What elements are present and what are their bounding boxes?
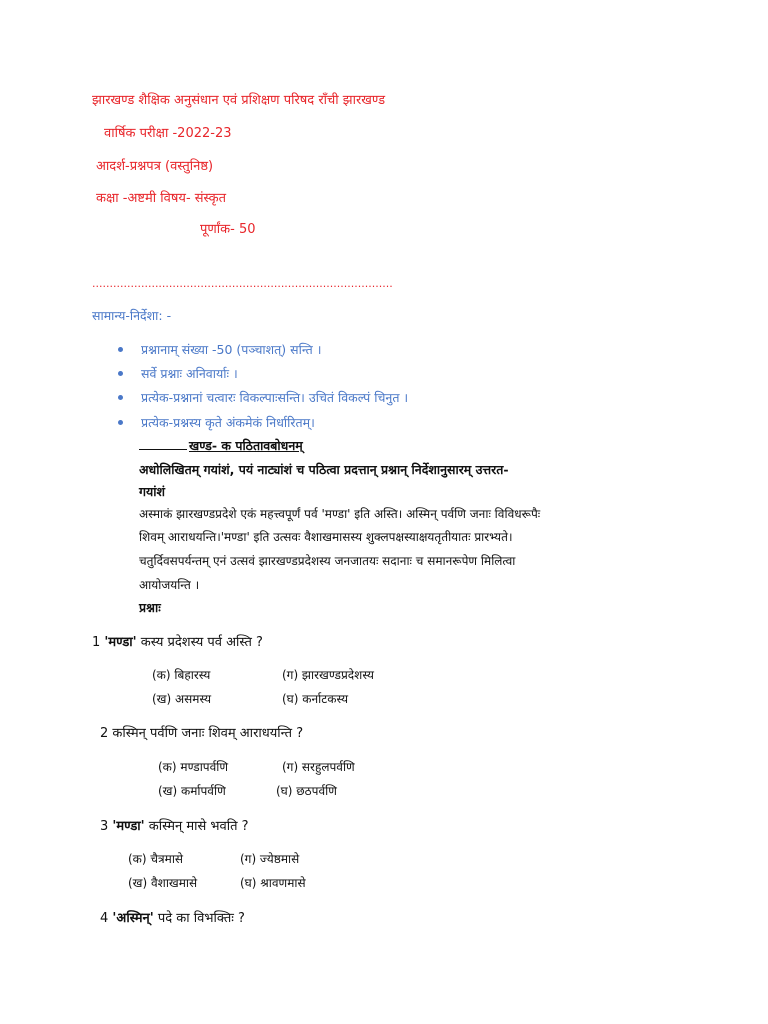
- instructions-title: सामान्य-निर्देशा: -: [92, 308, 172, 323]
- question-4: [100, 908, 245, 926]
- question-keyword: 'मण्डा': [104, 635, 137, 650]
- option-gha[interactable]: (घ) श्रावणमासे: [240, 876, 306, 890]
- option-gha[interactable]: (घ) छठपर्वणि: [276, 784, 337, 798]
- question-keyword: 'मण्डा': [112, 819, 145, 834]
- question-text: कस्मिन् मासे भवति ?: [148, 819, 249, 834]
- option-ka[interactable]: (क) चैत्रमासे: [128, 852, 184, 866]
- option-ka[interactable]: (क) मण्डापर्वणि: [158, 760, 229, 774]
- council-name: झारखण्ड शैक्षिक अनुसंधान एवं प्रशिक्षण परिषद राँची झारखण्ड: [92, 93, 386, 108]
- instruction-text: प्रत्येक-प्रश्नानां चत्वारः विकल्पाःसन्ति। उचितं विकल्पं चिनुत ।: [141, 390, 409, 405]
- instruction-item: [118, 365, 238, 382]
- question-text: कस्य प्रदेशस्य पर्व अस्ति ?: [140, 635, 263, 650]
- option-ga[interactable]: (ग) झारखण्डप्रदेशस्य: [282, 668, 374, 682]
- question-keyword: 'अस्मिन्': [112, 911, 154, 926]
- question-number: 4: [100, 911, 109, 926]
- separator-line: ......................................................................................: [92, 277, 393, 290]
- option-ga[interactable]: (ग) सरहुलपर्वणि: [282, 760, 355, 774]
- bullet-icon: [118, 395, 123, 400]
- instruction-text: प्रश्नानाम् संख्या -50 (पञ्चाशत्) सन्ति ।: [141, 342, 322, 357]
- class-subject: कक्षा -अष्टमी विषय- संस्कृत: [96, 191, 227, 206]
- section-title: [139, 437, 303, 454]
- option-gha[interactable]: (घ) कर्नाटकस्य: [282, 692, 349, 706]
- question-text: पदे का विभक्तिः ?: [157, 911, 245, 926]
- instruction-item: [118, 414, 315, 431]
- question-number: 3: [100, 819, 109, 834]
- passage-line: अस्माकं झारखण्डप्रदेशे एकं महत्त्वपूर्णं पर्व 'मण्डा' इति अस्ति। अस्मिन् पर्वणि जनाः विविधरूपैः: [139, 507, 541, 521]
- instruction-text: सर्वे प्रश्नाः अनिवार्याः ।: [141, 366, 238, 381]
- option-kha[interactable]: (ख) कर्मापर्वणि: [158, 784, 226, 798]
- full-marks: पूर्णांक- 50: [200, 222, 256, 237]
- passage-line: आयोजयन्ति ।: [139, 578, 200, 592]
- paper-type: आदर्श-प्रश्नपत्र (वस्तुनिष्ठ): [96, 159, 214, 174]
- instruction-text: प्रत्येक-प्रश्नस्य कृते अंकमेकं निर्धारितम्।: [141, 415, 315, 430]
- option-kha[interactable]: (ख) असमस्य: [152, 692, 212, 706]
- option-ga[interactable]: (ग) ज्येष्ठमासे: [240, 852, 300, 866]
- exam-title: वार्षिक परीक्षा -2022-23: [104, 126, 232, 141]
- section-directive: अधोलिखितम् गयांशं, पयं नाट्यांशं च पठित्वा प्रदत्तान् प्रश्नान् निर्देशानुसारम् उत्तरत-: [139, 462, 509, 477]
- question-3: [100, 816, 249, 834]
- bullet-icon: [118, 420, 123, 425]
- passage-label: गयांशं: [139, 484, 166, 499]
- question-number: 1: [92, 635, 101, 650]
- question-text: कस्मिन् पर्वणि जनाः शिवम् आराधयन्ति ?: [112, 726, 304, 741]
- instruction-item: [118, 389, 408, 406]
- passage-line: शिवम् आराधयन्ति।'मण्डा' इति उत्सवः वैशाखमासस्य शुक्लपक्षस्याक्षयतृतीयातः प्रारभ्यते।: [139, 530, 513, 544]
- question-2: [100, 723, 303, 741]
- instruction-item: [118, 341, 322, 358]
- option-ka[interactable]: (क) बिहारस्य: [152, 668, 211, 682]
- question-1: [92, 632, 263, 650]
- option-kha[interactable]: (ख) वैशाखमासे: [128, 876, 198, 890]
- section-title-text: खण्ड- क पठितावबोधनम्: [189, 438, 303, 453]
- section-underline: [139, 449, 187, 450]
- questions-label: प्रश्नाः: [139, 600, 161, 615]
- bullet-icon: [118, 347, 123, 352]
- question-number: 2: [100, 726, 109, 741]
- bullet-icon: [118, 371, 123, 376]
- passage-line: चतुर्दिवसपर्यन्तम् एनं उत्सवं झारखण्डप्रदेशस्य जनजातयः सदानाः च समानरूपेण मिलित्वा: [139, 554, 516, 568]
